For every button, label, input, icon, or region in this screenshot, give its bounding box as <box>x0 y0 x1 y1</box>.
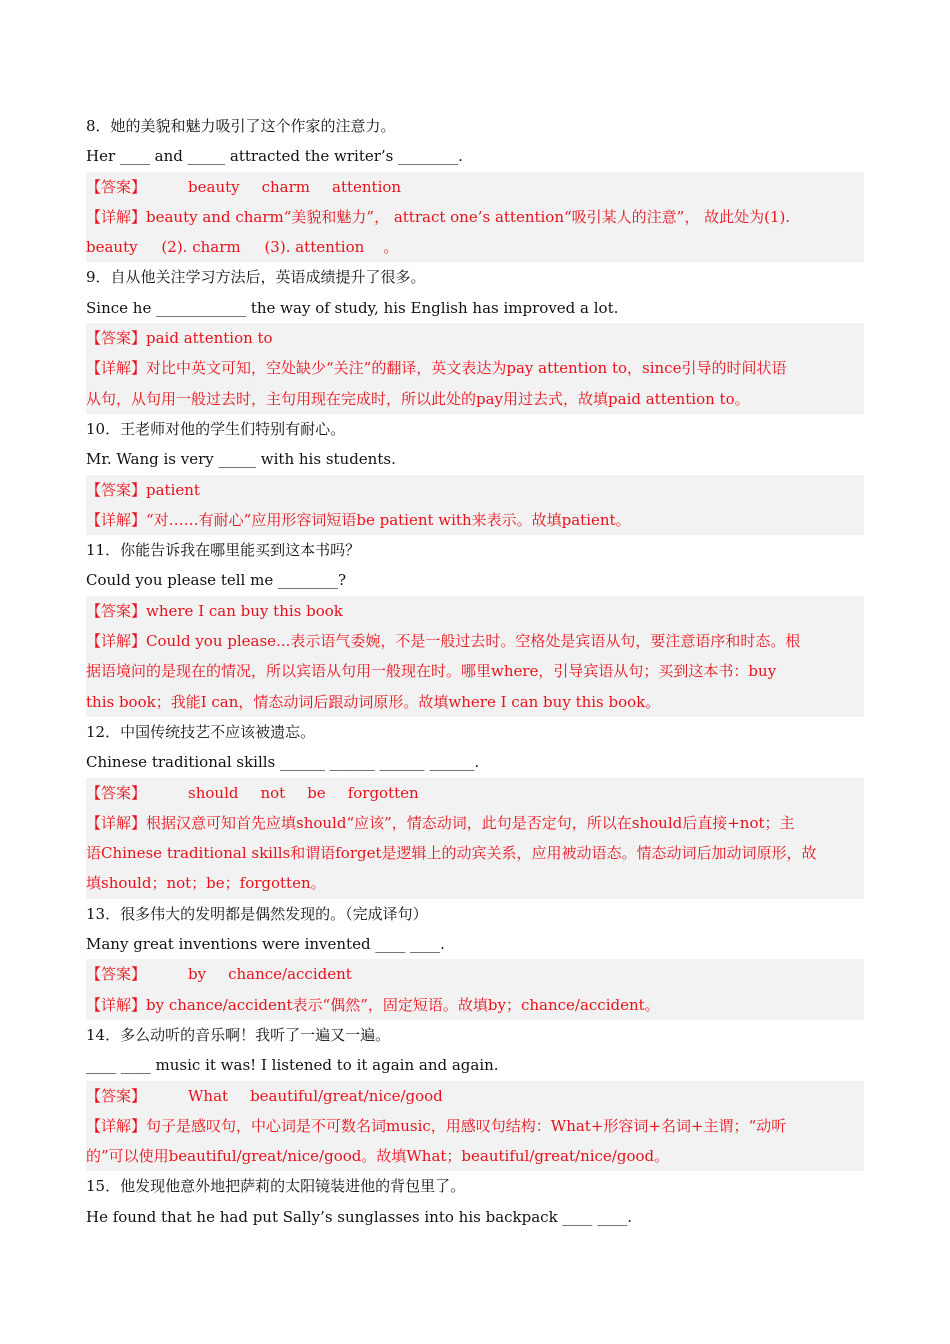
detail-line: 【详解】by chance/accident表示“偶然”，固定短语。故填by；chance/accident。 <box>86 995 660 1014</box>
answer-line <box>86 172 864 202</box>
answer-box <box>86 596 864 717</box>
answer-line <box>86 1081 864 1111</box>
detail-line: 【详解】beauty and charm“美貌和魅力”， attract one’s attention“吸引某人的注意”， 故此处为(1). <box>86 207 791 226</box>
question-10 <box>86 414 864 535</box>
question-chinese: 10．王老师对他的学生们特别有耐心。 <box>86 419 346 438</box>
answer-word: by <box>188 965 207 984</box>
answer-label: 【答案】 <box>86 783 147 802</box>
question-chinese: 14．多么动听的音乐啊！我听了一遍又一遍。 <box>86 1025 391 1044</box>
detail-line: 【详解】句子是感叹句，中心词是不可数名词music，用感叹句结构：What+形容词+名词+主谓；“动听 <box>86 1116 787 1135</box>
question-english: ____ ____ music it was! I listened to it again and again. <box>86 1056 499 1075</box>
question-14 <box>86 1020 864 1171</box>
question-english: Could you please tell me ________? <box>86 571 347 590</box>
question-english: He found that he had put Sally’s sunglasses into his backpack ____ ____. <box>86 1207 632 1226</box>
answer-word: What <box>188 1086 229 1105</box>
detail-line: 据语境问的是现在的情况，所以宾语从句用一般现在时。哪里where，引导宾语从句；买到这本书：buy <box>86 662 777 681</box>
question-chinese: 15．他发现他意外地把萨莉的太阳镜装进他的背包里了。 <box>86 1177 466 1196</box>
question-chinese: 13．很多伟大的发明都是偶然发现的。（完成译句） <box>86 904 428 923</box>
answer-word: forgotten <box>347 783 419 802</box>
question-english: Chinese traditional skills ______ ______ ______ ______. <box>86 753 480 772</box>
question-chinese: 12．中国传统技艺不应该被遗忘。 <box>86 722 316 741</box>
question-9 <box>86 262 864 413</box>
detail-line: 的”可以使用beautiful/great/nice/good。故填What；beautiful/great/nice/good。 <box>86 1147 670 1166</box>
answer-box <box>86 1081 864 1172</box>
answer-box <box>86 323 864 414</box>
answer-word: charm <box>261 177 311 196</box>
question-chinese: 8．她的美貌和魅力吸引了这个作家的注意力。 <box>86 117 396 135</box>
question-15 <box>86 1171 864 1232</box>
answer-word: be <box>307 783 326 802</box>
question-11 <box>86 535 864 717</box>
answer-label: 【答案】 <box>86 965 147 984</box>
answer-word: beautiful/great/nice/good <box>250 1086 443 1105</box>
answer-line: 【答案】where I can buy this book <box>86 601 343 620</box>
question-english: Many great inventions were invented ____ ____. <box>86 935 445 954</box>
question-english: Her ____ and _____ attracted the writer’s ________. <box>86 147 463 166</box>
answer-word: attention <box>332 177 402 196</box>
detail-line: 填should；not；be；forgotten。 <box>86 874 326 893</box>
detail-line: 【详解】根据汉意可知首先应填should“应该”，情态动词，此句是否定句，所以在should后直接+not；主 <box>86 813 795 832</box>
question-chinese: 11．你能告诉我在哪里能买到这本书吗？ <box>86 541 361 560</box>
answer-line <box>86 959 864 989</box>
answer-line: 【答案】patient <box>86 480 200 499</box>
answer-word: not <box>260 783 286 802</box>
answer-line: 【答案】paid attention to <box>86 329 273 348</box>
answer-word: beauty <box>188 177 240 196</box>
question-english: Since he ____________ the way of study, his English has improved a lot. <box>86 298 619 317</box>
document-page <box>86 111 864 1232</box>
answer-label: 【答案】 <box>86 177 147 196</box>
question-12 <box>86 717 864 899</box>
answer-word: chance/accident <box>228 965 352 984</box>
answer-box <box>86 778 864 899</box>
answer-box <box>86 172 864 263</box>
detail-line: this book；我能I can，情态动词后跟动词原形。故填where I can buy this book。 <box>86 692 661 711</box>
detail-line: 【详解】“对……有耐心”应用形容词短语be patient with来表示。故填patient。 <box>86 510 631 529</box>
question-13 <box>86 899 864 1020</box>
detail-line: 【详解】Could you please...表示语气委婉，不是一般过去时。空格处是宾语从句，要注意语序和时态。根 <box>86 632 801 651</box>
answer-line <box>86 778 864 808</box>
answer-label: 【答案】 <box>86 1086 147 1105</box>
detail-line: 从句，从句用一般过去时，主句用现在完成时，所以此处的pay用过去式，故填paid attention to。 <box>86 389 750 408</box>
detail-line: 【详解】对比中英文可知，空处缺少“关注”的翻译，英文表达为pay attention to，since引导的时间状语 <box>86 359 787 378</box>
detail-line: 语Chinese traditional skills和谓语forget是逻辑上的动宾关系，应用被动语态。情态动词后加动词原形，故 <box>86 844 817 863</box>
detail-line: beauty (2). charm (3). attention 。 <box>86 238 399 257</box>
question-chinese: 9．自从他关注学习方法后，英语成绩提升了很多。 <box>86 268 426 287</box>
answer-box <box>86 959 864 1020</box>
question-english: Mr. Wang is very _____ with his students. <box>86 450 396 469</box>
question-8 <box>86 111 864 262</box>
answer-box <box>86 475 864 536</box>
answer-word: should <box>188 783 239 802</box>
